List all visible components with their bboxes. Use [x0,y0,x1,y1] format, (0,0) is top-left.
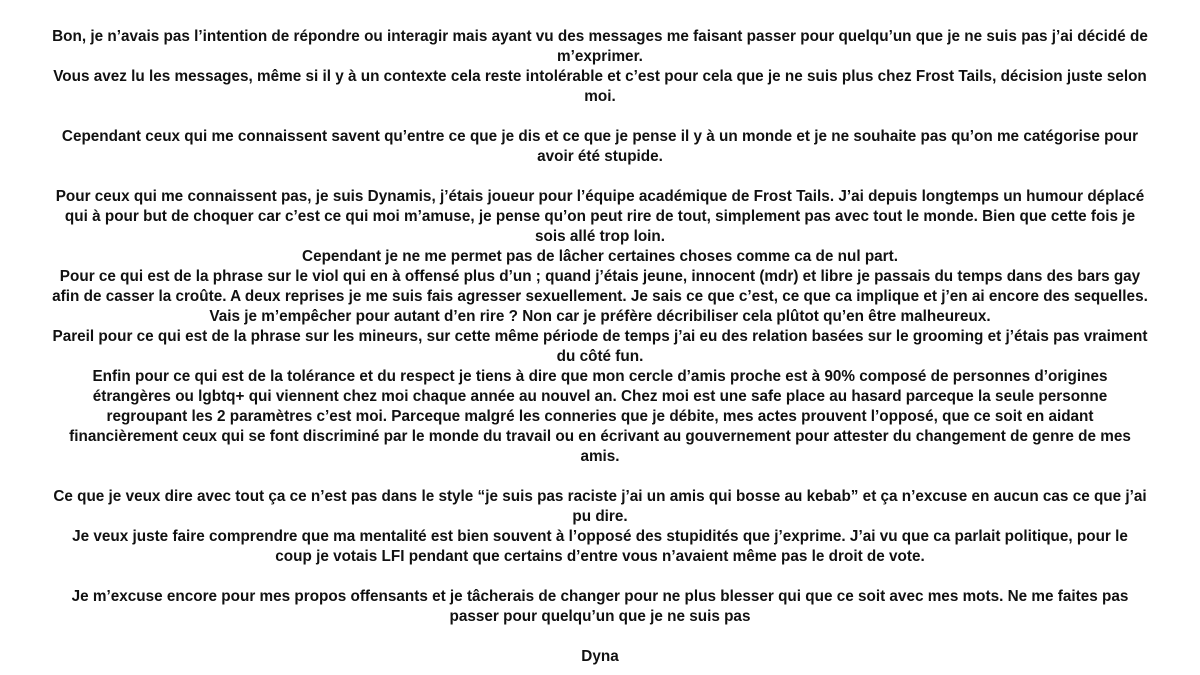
signature [52,647,1148,667]
text-line: Pareil pour ce qui est de la phrase sur les mineurs, sur cette même période de temps j’ai eu des relation basées sur le grooming et j’étais pas vraiment du côté fun. [52,328,1148,365]
text-line: Cependant je ne me permet pas de lâcher certaines choses comme ca de nul part. [302,248,898,265]
paragraph-gap [52,567,1148,587]
signature-text: Dyna [581,648,619,665]
text-line: Pour ce qui est de la phrase sur le viol qui en à offensé plus d’un ; quand j’étais jeune, innocent (mdr) et libre je passais du temps dans des bars gay afin de casser la croûte. A deux reprises je me suis fais agresser sexuellement. Je sais ce que c’est, ce que ca implique et j’en ai encore des sequelles. Vais je m’empêcher pour autant d’en rire ? Non car je préfère décribiliser cela plûtot qu’en être malheureux. [52,268,1148,325]
text-line: Je veux juste faire comprendre que ma mentalité est bien souvent à l’opposé des stupidités que j’exprime. J’ai vu que ca parlait politique, pour le coup je votais LFI pendant que certains d’entre vous n’avaient même pas le droit de vote. [72,528,1128,565]
text-line: Ce que je veux dire avec tout ça ce n’est pas dans le style “je suis pas raciste j’ai un amis qui bosse au kebab” et ça n’excuse en aucun cas ce que j’ai pu dire. [53,488,1147,525]
paragraph-apology [52,587,1148,627]
text-line: Pour ceux qui me connaissent pas, je suis Dynamis, j’étais joueur pour l’équipe académique de Frost Tails. J’ai depuis longtemps un humour déplacé qui à pour but de choquer car c’est ce qui moi m’amuse, je pense qu’on peut rire de tout, simplement pas avec tout le monde. Bien que cette fois je sois allé trop loin. [55,188,1145,245]
paragraph-context [52,127,1148,167]
text-line: Bon, je n’avais pas l’intention de répondre ou interagir mais ayant vu des messages me faisant passer pour quelqu’un que je ne suis pas j’ai décidé de m’exprimer. [52,28,1148,65]
paragraph-explanation [52,187,1148,467]
text-line: Enfin pour ce qui est de la tolérance et du respect je tiens à dire que mon cercle d’amis proche est à 90% composé de personnes d’origines étrangères ou lgbtq+ qui viennent chez moi chaque année au nouvel an. Chez moi est une safe place au hasard parceque la seule personne regroupant les 2 paramètres c’est moi. Parceque malgré les conneries que je débite, mes actes prouvent l’opposé, que ce soit en aidant financièrement ceux qui se font discriminé par le monde du travail ou en écrivant au gouvernement pour attester du changement de genre de mes amis. [69,368,1131,465]
statement-document [52,27,1148,667]
text-line: Cependant ceux qui me connaissent savent qu’entre ce que je dis et ce que je pense il y à un monde et je ne souhaite pas qu’on me catégorise pour avoir été stupide. [61,128,1139,165]
text-line: Vous avez lu les messages, même si il y à un contexte cela reste intolérable et c’est pour cela que je ne suis plus chez Frost Tails, décision juste selon moi. [53,68,1147,105]
text-line: Je m’excuse encore pour mes propos offensants et je tâcherais de changer pour ne plus blesser qui que ce soit avec mes mots. Ne me faites pas passer pour quelqu’un que je ne suis pas [71,588,1129,625]
paragraph-gap [52,467,1148,487]
paragraph-gap [52,107,1148,127]
paragraph-intro [52,27,1148,107]
paragraph-clarification [52,487,1148,567]
paragraph-gap [52,627,1148,647]
paragraph-gap [52,167,1148,187]
